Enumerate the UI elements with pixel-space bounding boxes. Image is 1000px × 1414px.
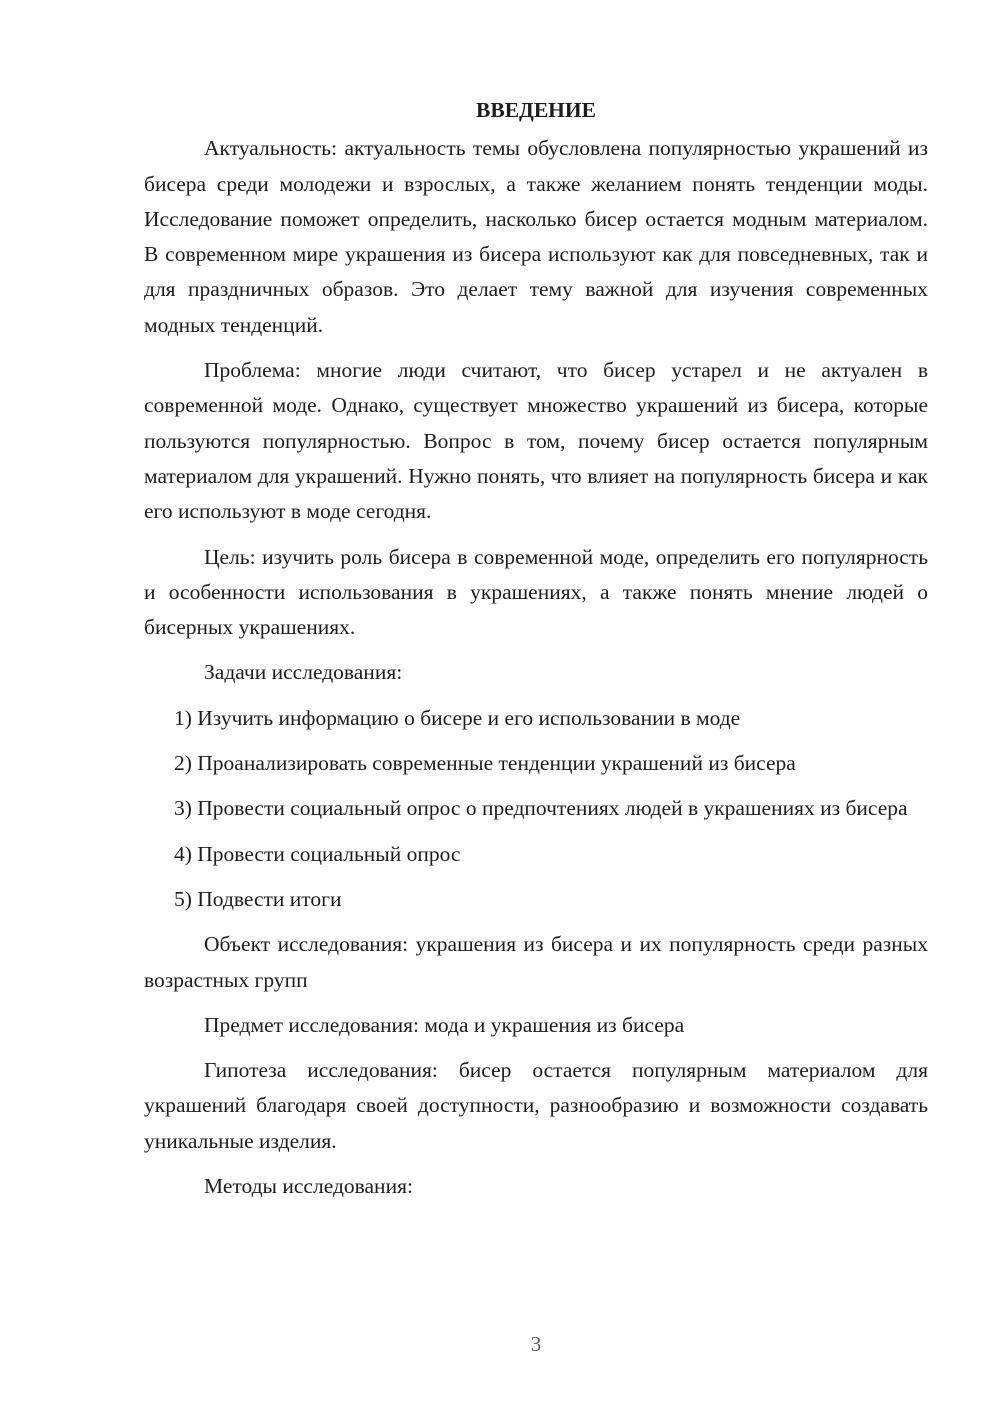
document-body xyxy=(144,93,928,1214)
task-item-4: 4) Провести социальный опрос xyxy=(174,841,461,866)
paragraph-relevance: Актуальность: актуальность темы обусловлена популярностью украшений из бисера среди молодежи и взрослых, а также желанием понять тенденции моды. Исследование поможет определить, насколько бисер остается модным материалом. В современном мире украшения из бисера используют как для повседневных, так и для праздничных образов. Это делает тему важной для изучения современных модных тенденций. xyxy=(144,136,928,337)
task-item-3: 3) Провести социальный опрос о предпочтениях людей в украшениях из бисера xyxy=(174,796,908,821)
paragraph-hypothesis: Гипотеза исследования: бисер остается популярным материалом для украшений благодаря своей доступности, разнообразию и возможности создавать уникальные изделия. xyxy=(144,1058,928,1153)
task-item-1: 1) Изучить информацию о бисере и его использовании в моде xyxy=(174,705,741,730)
paragraph-tasks-heading: Задачи исследования: xyxy=(204,660,403,685)
document-title: ВВЕДЕНИЕ xyxy=(476,98,596,122)
paragraph-goal: Цель: изучить роль бисера в современной моде, определить его популярность и особенности использования в украшениях, а также понять мнение людей о бисерных украшениях. xyxy=(144,544,928,640)
paragraph-subject: Предмет исследования: мода и украшения из бисера xyxy=(204,1012,685,1037)
paragraph-object: Объект исследования: украшения из бисера и их популярность среди разных возрастных групп xyxy=(144,932,928,992)
task-item-5: 5) Подвести итоги xyxy=(174,886,342,911)
task-item-2: 2) Проанализировать современные тенденции украшений из бисера xyxy=(174,751,796,776)
page-number: 3 xyxy=(530,1332,542,1356)
paragraph-problem: Проблема: многие люди считают, что бисер устарел и не актуален в современной моде. Однако, существует множество украшений из бисера, которые пользуются популярностью. Вопрос в том, почему бисер остается популярным материалом для украшений. Нужно понять, что влияет на популярность бисера и как его используют в моде сегодня. xyxy=(144,358,928,524)
paragraph-methods: Методы исследования: xyxy=(204,1174,413,1199)
